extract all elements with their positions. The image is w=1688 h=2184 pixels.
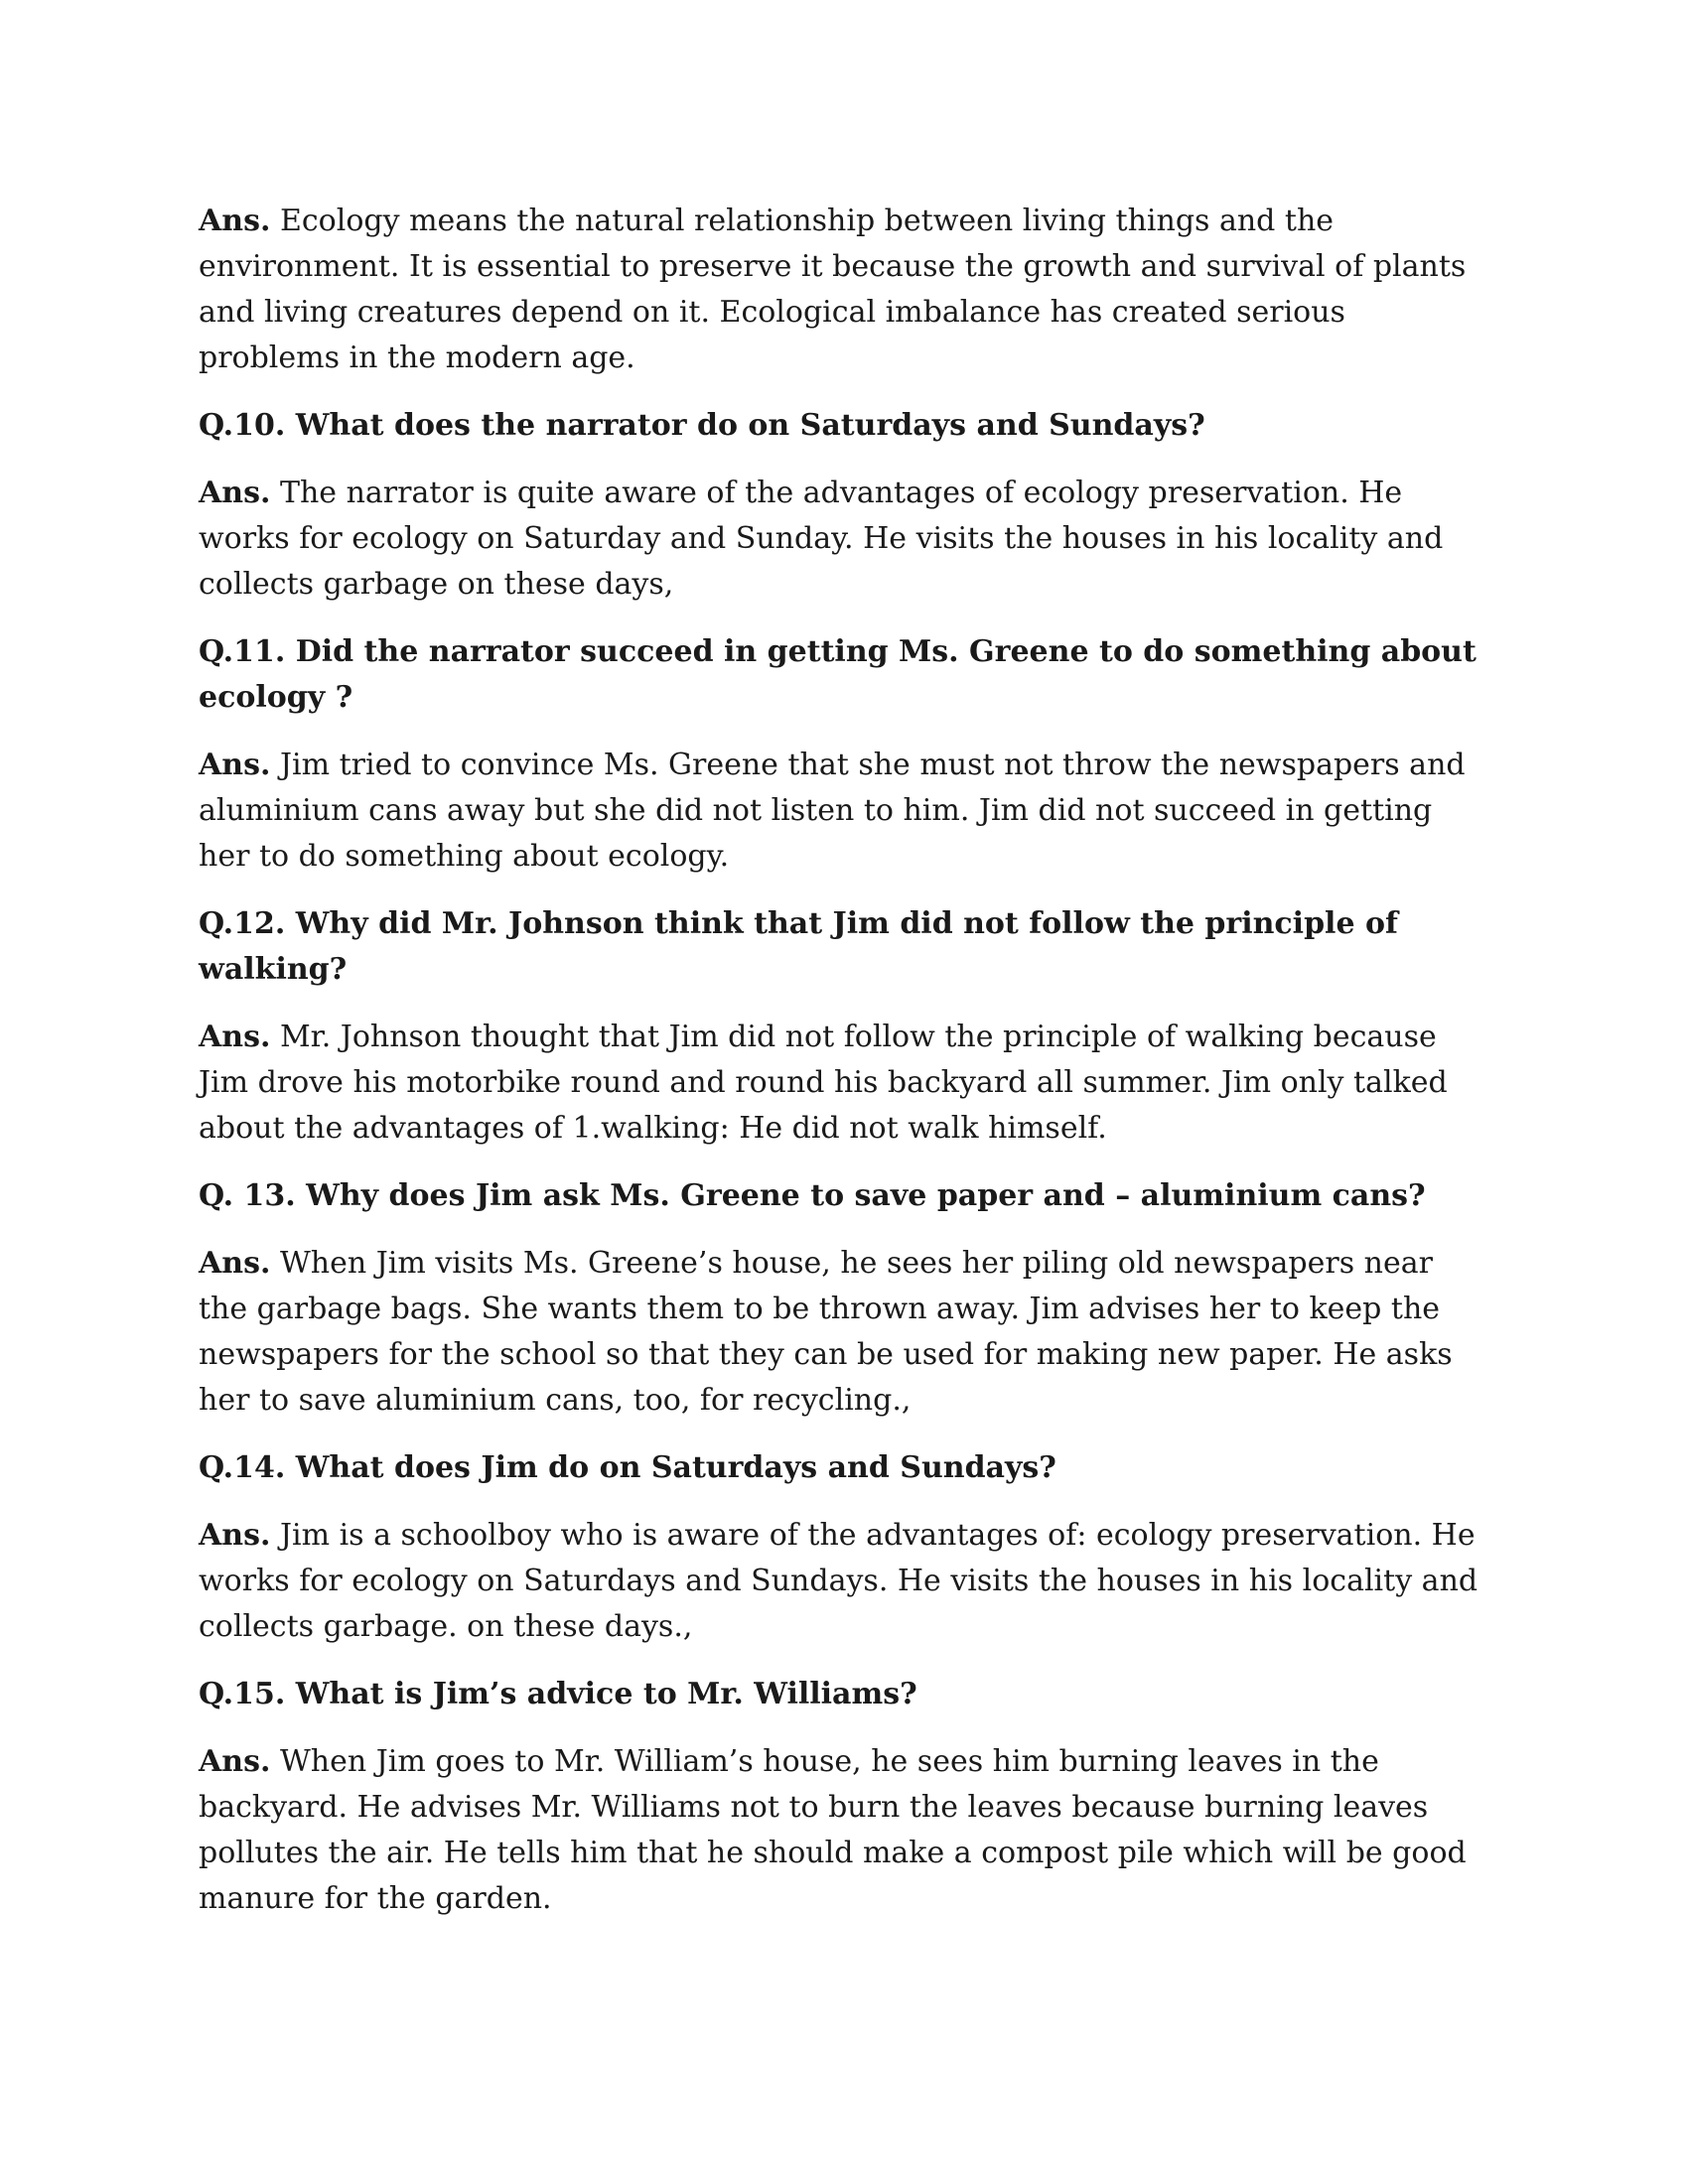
answer-label: Ans.	[199, 748, 271, 782]
qa-block-q10	[199, 403, 1489, 608]
answer-label: Ans.	[199, 476, 271, 510]
question-heading: Q.12. Why did Mr. Johnson think that Jim did not follow the principle of walking?	[199, 906, 1398, 987]
qa-block-q14	[199, 1445, 1489, 1650]
answer-paragraph	[199, 1739, 1489, 1922]
answer-text: The narrator is quite aware of the advantages of ecology preservation. He works for ecology on Saturday and Sunday. He visits the houses in his locality and collects garbage on these days,	[199, 476, 1444, 602]
answer-text: Jim tried to convince Ms. Greene that she must not throw the newspapers and aluminium cans away but she did not listen to him. Jim did not succeed in getting her to do something about ecology.	[199, 748, 1466, 874]
question-heading: Q.11. Did the narrator succeed in getting Ms. Greene to do something about ecology ?	[199, 634, 1477, 715]
answer-label: Ans.	[199, 1744, 271, 1779]
answer-text: Mr. Johnson thought that Jim did not follow the principle of walking because Jim drove his motorbike round and round his backyard all summer. Jim only talked about the advantages of 1.walking: He did not walk himself.	[199, 1020, 1448, 1146]
qa-block-q12	[199, 901, 1489, 1152]
question-heading: Q.15. What is Jim’s advice to Mr. Williams?	[199, 1677, 917, 1711]
answer-label: Ans.	[199, 204, 271, 238]
qa-block-q11	[199, 629, 1489, 880]
question-heading: Q.10. What does the narrator do on Saturdays and Sundays?	[199, 408, 1205, 443]
question-heading: Q. 13. Why does Jim ask Ms. Greene to save paper and – aluminium cans?	[199, 1178, 1426, 1213]
answer-text: Jim is a schoolboy who is aware of the advantages of: ecology preservation. He works for ecology on Saturdays and Sundays. He visits the houses in his locality and collects garbage. on these days.,	[199, 1518, 1478, 1644]
question-heading: Q.14. What does Jim do on Saturdays and Sundays?	[199, 1450, 1056, 1485]
document-page	[199, 199, 1489, 1944]
answer-paragraph	[199, 1241, 1489, 1424]
answer-label: Ans.	[199, 1246, 271, 1281]
qa-block-q15	[199, 1672, 1489, 1922]
answer-paragraph	[199, 1015, 1489, 1152]
answer-text: When Jim goes to Mr. William’s house, he sees him burning leaves in the backyard. He advises Mr. Williams not to burn the leaves because burning leaves pollutes the air. He tells him that he should make a compost pile which will be good manure for the garden.	[199, 1744, 1467, 1916]
answer-text: Ecology means the natural relationship between living things and the environment. It is essential to preserve it because the growth and survival of plants and living creatures depend on it. Ecological imbalance has created serious problems in the modern age.	[199, 204, 1467, 375]
answer-paragraph	[199, 199, 1489, 381]
answer-paragraph	[199, 743, 1489, 880]
answer-paragraph	[199, 471, 1489, 608]
answer-text: When Jim visits Ms. Greene’s house, he sees her piling old newspapers near the garbage bags. She wants them to be thrown away. Jim advises her to keep the newspapers for the school so that they can be used for making new paper. He asks her to save aluminium cans, too, for recycling.,	[199, 1246, 1453, 1418]
answer-label: Ans.	[199, 1518, 271, 1553]
answer-paragraph	[199, 1513, 1489, 1650]
qa-block-q9	[199, 199, 1489, 381]
answer-label: Ans.	[199, 1020, 271, 1054]
qa-block-q13	[199, 1173, 1489, 1424]
